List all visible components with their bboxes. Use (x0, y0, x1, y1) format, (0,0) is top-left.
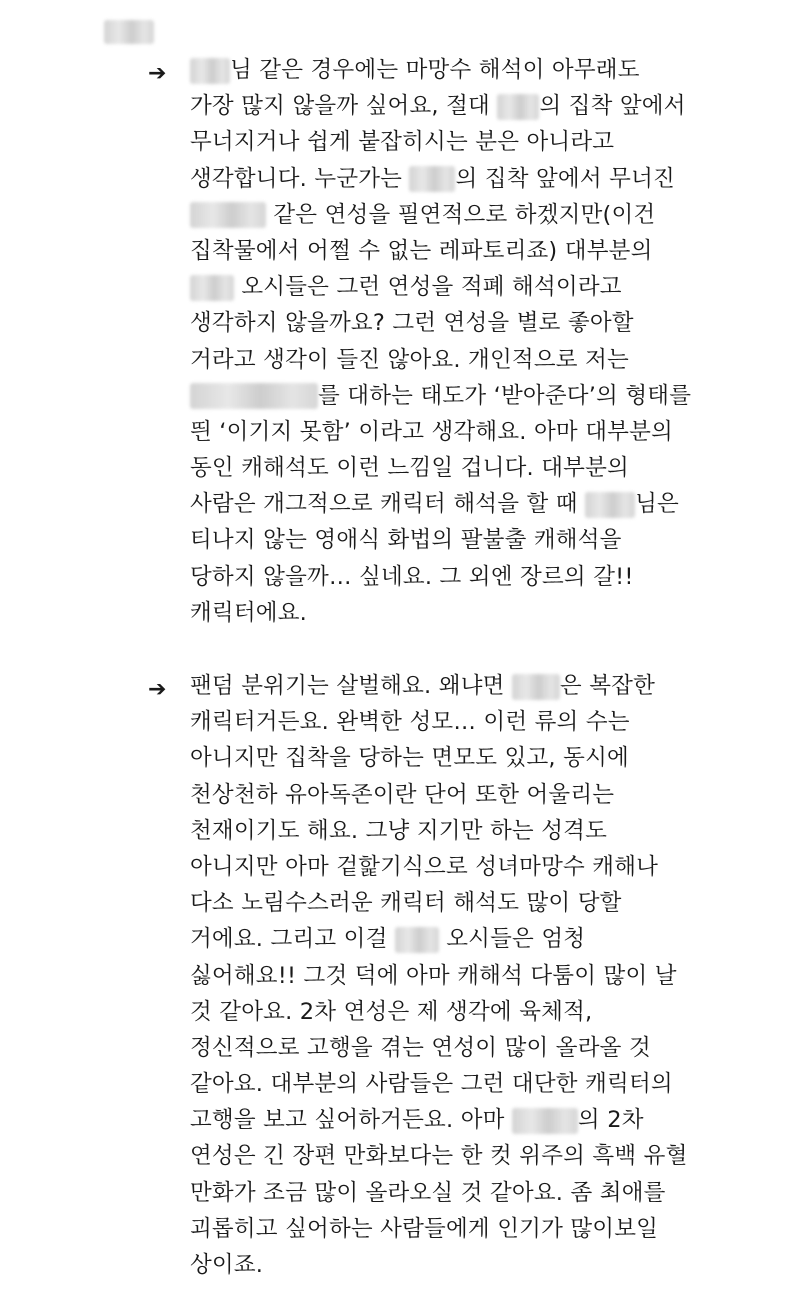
text-line (190, 197, 730, 233)
text-segment: 아니지만 아마 겉핥기식으로 성녀마망수 캐해나 (190, 853, 659, 880)
text-segment: 생각하지 않을까요? 그런 연성을 별로 좋아할 (190, 310, 634, 337)
text-segment: 님 같은 경우에는 마망수 해석이 아무래도 (230, 57, 640, 83)
paragraph-1 (190, 52, 730, 631)
text-segment: 님은 (635, 491, 679, 518)
text-segment: 천상천하 유아독존이란 단어 또한 어울리는 (190, 781, 615, 808)
text-segment: 상이죠. (190, 1252, 264, 1278)
text-segment: 같아요. 대부분의 사람들은 그런 대단한 캐릭터의 (190, 1071, 673, 1098)
text-line (190, 342, 730, 378)
text-segment: 것 같아요. 2차 연성은 제 생각에 육체적, (190, 998, 593, 1025)
text-line (190, 414, 730, 450)
text-segment: 은 복잡한 (559, 673, 656, 699)
text-line (190, 1247, 730, 1283)
text-segment: 캐릭터에요. (190, 599, 308, 626)
text-line (190, 559, 730, 595)
text-segment: 팬덤 분위기는 살벌해요. 왜냐면 (190, 673, 512, 699)
arrow-icon: ➔ (148, 61, 167, 86)
text-segment: 가장 많지 않을까 싶어요, 절대 (190, 93, 498, 120)
text-segment: 연성은 긴 장편 만화보다는 한 컷 위주의 흑백 유혈 (190, 1143, 688, 1170)
text-line (190, 740, 730, 776)
text-line (190, 450, 730, 486)
text-segment: 괴롭히고 싶어하는 사람들에게 인기가 많이보일 (190, 1215, 659, 1242)
text-line (190, 1066, 730, 1102)
text-segment: 집착물에서 어쩔 수 없는 레파토리죠) 대부분의 (190, 237, 653, 264)
redacted-name (190, 58, 230, 84)
text-segment: 오시들은 엄청 (438, 926, 586, 953)
text-line (190, 305, 730, 341)
text-line (190, 161, 730, 197)
text-segment: 싫어해요!! 그것 덕에 아마 캐해석 다툼이 많이 날 (190, 962, 677, 989)
text-segment: 거에요. 그리고 이걸 (190, 926, 395, 953)
text-segment: 정신적으로 고행을 겪는 연성이 많이 올라올 것 (190, 1034, 651, 1061)
redacted-name (512, 674, 560, 700)
text-line (190, 52, 730, 88)
text-line (190, 921, 730, 957)
text-line (190, 233, 730, 269)
text-segment: 무너지거나 쉽게 붙잡히시는 분은 아니라고 (190, 129, 615, 156)
text-segment: 거라고 생각이 들진 않아요. 개인적으로 저는 (190, 346, 629, 373)
text-line (190, 849, 730, 885)
text-line (190, 1138, 730, 1174)
text-line (190, 1175, 730, 1211)
text-segment: 생각합니다. 누군가는 (190, 165, 410, 192)
redacted-header-name (104, 20, 154, 44)
text-segment: 의 집착 앞에서 (539, 93, 686, 120)
text-segment: 당하지 않을까… 싶네요. 그 외엔 장르의 갈!! (190, 563, 634, 590)
text-line (190, 704, 730, 740)
text-line (190, 885, 730, 921)
text-segment: 아니지만 집착을 당하는 면모도 있고, 동시에 (190, 745, 629, 772)
paragraph-2 (190, 668, 730, 1283)
text-segment: 동인 캐해석도 이런 느낌일 겁니다. 대부분의 (190, 455, 629, 482)
text-line (190, 595, 730, 631)
text-line (190, 958, 730, 994)
text-segment: 의 2차 (577, 1107, 644, 1134)
text-segment: 오시들은 그런 연성을 적폐 해석이라고 (234, 274, 622, 301)
redacted-name (585, 492, 635, 518)
text-line (190, 994, 730, 1030)
text-line (190, 813, 730, 849)
redacted-name (190, 202, 266, 228)
redacted-name (190, 275, 234, 301)
text-segment: 의 집착 앞에서 무너진 (455, 165, 675, 192)
text-line (190, 88, 730, 124)
text-segment: 만화가 조금 많이 올라오실 것 같아요. 좀 최애를 (190, 1179, 666, 1206)
text-line (190, 522, 730, 558)
arrow-icon: ➔ (148, 677, 167, 702)
text-segment: 같은 연성을 필연적으로 하겠지만(이건 (266, 201, 656, 228)
text-line (190, 124, 730, 160)
redacted-name (512, 1108, 578, 1134)
text-segment: 고행을 보고 싶어하거든요. 아마 (190, 1107, 512, 1134)
text-segment: 티나지 않는 영애식 화법의 팔불출 캐해석을 (190, 527, 622, 554)
text-segment: 다소 노림수스러운 캐릭터 해석도 많이 당할 (190, 890, 622, 917)
redacted-name (497, 94, 539, 120)
text-segment: 를 대하는 태도가 ‘받아준다’의 형태를 (318, 382, 692, 409)
text-line (190, 668, 730, 704)
text-line (190, 486, 730, 522)
text-line (190, 378, 730, 414)
text-line (190, 269, 730, 305)
text-segment: 띈 ‘이기지 못함’ 이라고 생각해요. 아마 대부분의 (190, 418, 673, 445)
text-line (190, 1211, 730, 1247)
redacted-name (409, 166, 455, 192)
text-segment: 캐릭터거든요. 완벽한 성모… 이런 류의 수는 (190, 709, 630, 736)
text-line (190, 1030, 730, 1066)
text-segment: 천재이기도 해요. 그냥 지기만 하는 성격도 (190, 817, 608, 844)
text-line (190, 777, 730, 813)
text-segment: 사람은 개그적으로 캐릭터 해석을 할 때 (190, 491, 586, 518)
text-line (190, 1102, 730, 1138)
redacted-name (190, 383, 318, 409)
redacted-name (395, 927, 439, 953)
